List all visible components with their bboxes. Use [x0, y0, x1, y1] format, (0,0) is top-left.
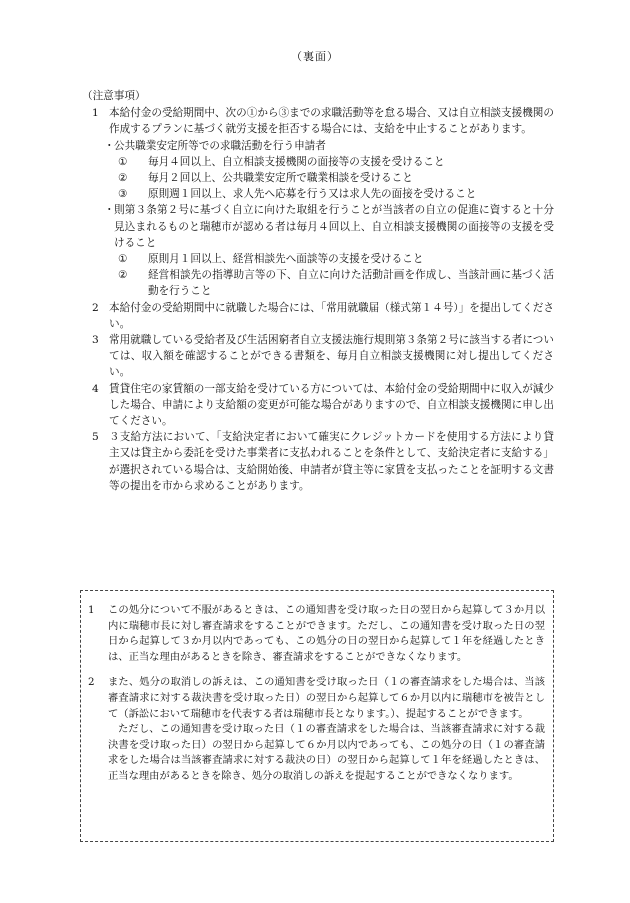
notes-title: （注意事項）: [82, 90, 146, 102]
sub-item: [82, 154, 554, 170]
note-text: 本給付金の受給期間中に就職した場合には、「常用就職届（様式第１４号）」を提出してください。: [109, 301, 554, 330]
appeal-number: 2: [88, 676, 95, 689]
note-number: 3: [92, 334, 99, 347]
note-bullet-2: [82, 202, 554, 251]
note-bullet-1: [82, 138, 554, 154]
sub-text: 原則月１回以上、経営相談先へ面談等の支援を受けること: [148, 253, 424, 266]
sub-text: 原則週１回以上、求人先へ応募を行う又は求人先の面接を受けること: [148, 188, 477, 201]
note-text: 賃貸住宅の家賃額の一部支給を受けている方については、本給付金の受給期間中に収入が減少した場合、申請により支給額の変更が可能な場合がありますので、自立相談支援機関に申し出てください。: [109, 382, 554, 428]
bullet-mark: ・: [104, 204, 115, 217]
sub-item: [82, 267, 554, 299]
appeal-notice-box: [80, 590, 554, 842]
sub-mark: ③: [118, 188, 128, 201]
bullet-text: 則第３条第２号に基づく自立に向けた取組を行うことが当該者の自立の促進に資すると十分見込まれるものと瑞穂市が認める者は毎月４回以上、自立相談支援機関の面接等の支援を受けること: [114, 204, 554, 249]
note-text: 本給付金の受給期間中、次の①から③までの求職活動等を怠る場合、又は自立相談支援機関の作成するプランに基づく就労支援を拒否する場合には、支給を中止することがあります。: [109, 107, 554, 136]
appeal-item-2: [88, 675, 545, 722]
appeal-item-1: [88, 603, 545, 665]
sub-item: [82, 170, 554, 186]
note-number: 5: [92, 431, 99, 444]
appeal-item-2-proviso: ただし、この通知書を受け取った日（１の審査請求をした場合は、当該審査請求に対する裁決書を受け取った日）の翌日から起算して６か月以内であっても、この処分の日（１の審査請求をした場合は当該審査請求に対する裁決の日）の翌日から起算して１年を経過したときは、正当な理由があるときを除き、処分の取消しの訴えを提起することができなくなります。: [108, 723, 545, 782]
appeal-number: 1: [88, 604, 95, 616]
note-item-2: [82, 300, 554, 332]
note-text: 常用就職している受給者及び生活困窮者自立支援法施行規則第３条第２号に該当する者については、収入額を確認することができる書類を、毎月自立相談支援機関に対し提出してください。: [109, 334, 554, 379]
sub-text: 経営相談先の指導助言等の下、自立に向けた活動計画を作成し、当該計画に基づく活動を行うこと: [148, 269, 554, 298]
appeal-text: この処分について不服があるときは、この通知書を受け取った日の翌日から起算して３か月以内に瑞穂市長に対し審査請求をすることができます。ただし、この通知書を受け取った日の翌日から起算して３か月以内であっても、この処分の日の翌日から起算して１年を経過したときは、正当な理由があるときを除き、審査請求をすることができなくなります。: [108, 604, 545, 663]
page-heading: （裏面）: [291, 50, 339, 63]
sub-mark: ①: [118, 253, 128, 266]
sub-mark: ②: [118, 269, 128, 282]
bullet-mark: ・: [104, 139, 115, 152]
sub-item: [82, 251, 554, 267]
notes-section: [82, 88, 554, 494]
note-item-3: [82, 332, 554, 381]
sub-text: 毎月４回以上、自立相談支援機関の面接等の支援を受けること: [148, 155, 445, 168]
note-number: 1: [92, 107, 99, 120]
box-spacer: [88, 665, 545, 675]
bullet-text: 公共職業安定所等での求職活動を行う申請者: [114, 139, 326, 152]
sub-mark: ②: [118, 172, 128, 185]
note-text: ３支給方法において、「支給決定者において確実にクレジットカードを使用する方法により貸主又は貸主から委託を受けた事業者に支払われることを条件として、支給決定者に支給する」が選択されている場合は、支給開始後、申請者が貸主等に家賃を支払ったことを証明する文書等の提出を市から求めることがあります。: [109, 431, 554, 492]
note-item-1: [82, 105, 554, 137]
note-number: 2: [92, 301, 99, 314]
note-number: 4: [92, 382, 99, 395]
note-item-4: [82, 381, 554, 430]
sub-text: 毎月２回以上、公共職業安定所で職業相談を受けること: [148, 172, 413, 185]
sub-mark: ①: [118, 155, 128, 168]
appeal-text: また、処分の取消しの訴えは、この通知書を受け取った日（１の審査請求をした場合は、当該審査請求に対する裁決書を受け取った日）の翌日から起算して６か月以内に瑞穂市を被告として（訴訟において瑞穂市を代表する者は瑞穂市長となります。）、提起することができます。: [108, 676, 545, 720]
sub-item: [82, 186, 554, 202]
note-item-5: [82, 429, 554, 494]
